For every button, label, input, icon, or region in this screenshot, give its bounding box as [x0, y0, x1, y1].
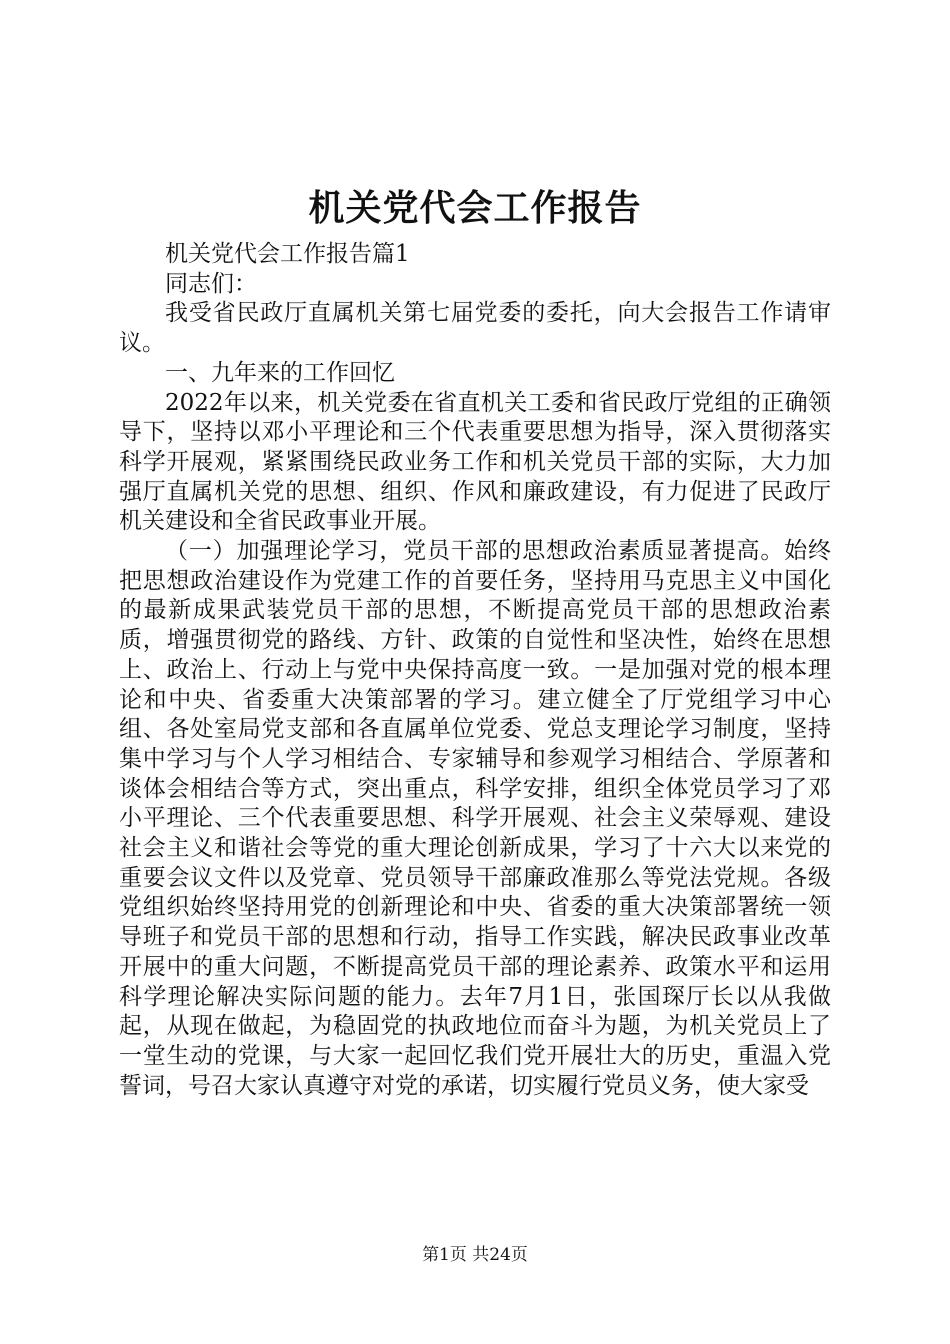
- salutation-paragraph: 同志们：: [165, 270, 257, 297]
- page-number-footer: 第1页 共24页: [422, 1245, 528, 1265]
- intro-paragraph: 我受省民政厅直属机关第七届党委的委托，向大会报告工作请审议。: [119, 300, 831, 357]
- document-title: 机关党代会工作报告: [308, 187, 642, 229]
- body-paragraph: （一）加强理论学习，党员干部的思想政治素质显著提高。始终把思想政治建设作为党建工作的首要任务，坚持用马克思主义中国化的最新成果武装党员干部的思想，不断提高党员干部的思想政治素质，增强贯彻党的路线、方针、政策的自觉性和坚决性，始终在思想上、政治上、行动上与党中央保持高度一致。一是加强对党的根本理论和中央、省委重大决策部署的学习。建立健全了厅党组学习中心组、各处室局党支部和各直属单位党委、党总支理论学习制度，坚持集中学习与个人学习相结合、专家辅导和参观学习相结合、学原著和谈体会相结合等方式，突出重点，科学安排，组织全体党员学习了邓小平理论、三个代表重要思想、科学开展观、社会主义荣辱观、建设社会主义和谐社会等党的重大理论创新成果，学习了十六大以来党的重要会议文件以及党章、党员领导干部廉政准那么等党法党规。各级党组织始终坚持用党的创新理论和中央、省委的重大决策部署统一领导班子和党员干部的思想和行动，指导工作实践，解决民政事业改革开展中的重大问题，不断提高党员干部的理论素养、政策水平和运用科学理论解决实际问题的能力。去年7月1日，张国琛厅长以从我做起，从现在做起，为稳固党的执政地位而奋斗为题，为机关党员上了一堂生动的党课，与大家一起回忆我们党开展壮大的历史，重温入党誓词，号召大家认真遵守对党的承诺，切实履行党员义务，使大家受: [119, 538, 831, 1099]
- section-heading: 一、九年来的工作回忆: [165, 359, 395, 386]
- body-paragraph: 2022年以来，机关党委在省直机关工委和省民政厅党组的正确领导下，坚持以邓小平理论和三个代表重要思想为指导，深入贯彻落实科学开展观，紧紧围绕民政业务工作和机关党员干部的实际，大力加强厅直属机关党的思想、组织、作风和廉政建设，有力促进了民政厅机关建设和全省民政事业开展。: [119, 389, 831, 535]
- subtitle-paragraph: 机关党代会工作报告篇1: [165, 241, 410, 267]
- document-body: [119, 240, 831, 1101]
